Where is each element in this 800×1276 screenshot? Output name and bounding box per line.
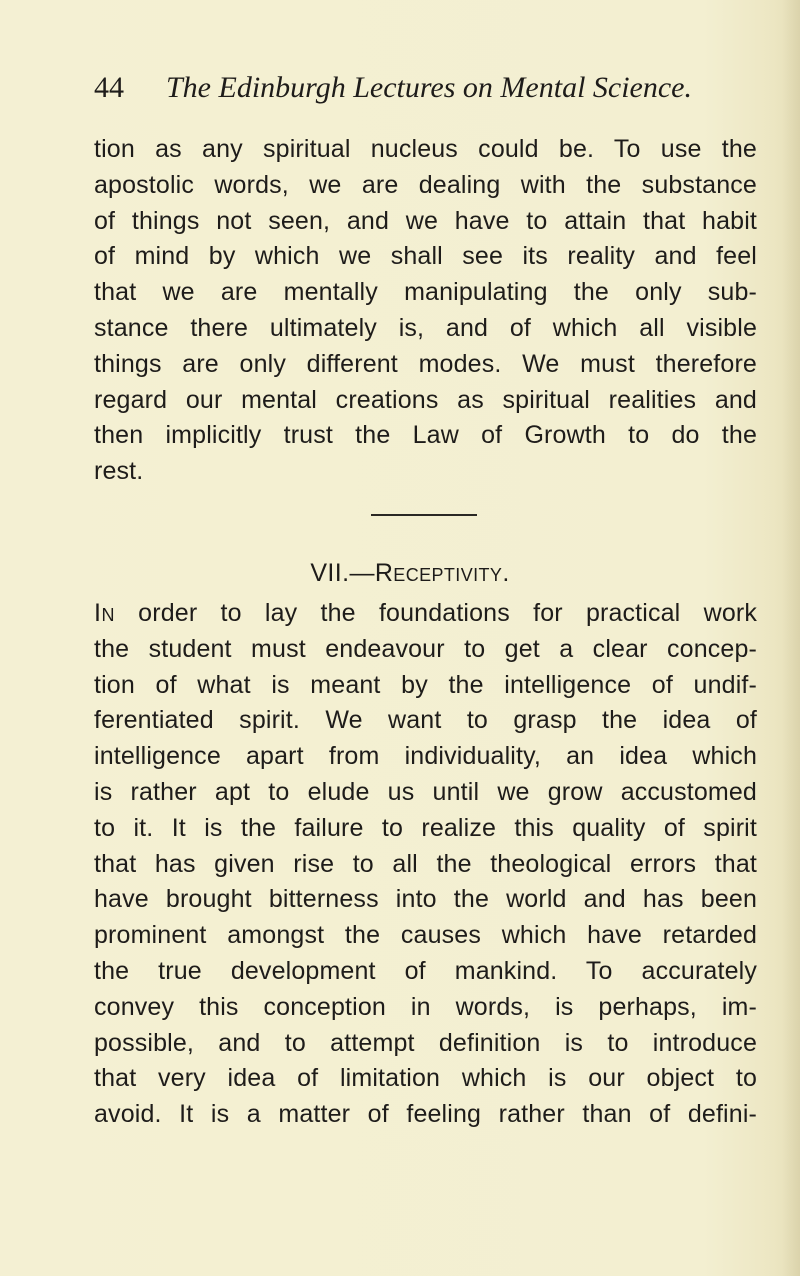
page-edge-shadow [782,0,800,1276]
text-line: stance there ultimately is, and of which all visible [94,313,757,342]
section-heading: VII.—Receptivity. [310,559,510,587]
text-line: apostolic words, we are dealing with the substance [94,170,757,199]
text-line-first [94,596,757,632]
text-line: that very idea of limitation which is our object to [94,1064,757,1093]
text-line: things are only different modes. We must therefore [94,349,757,378]
paragraph-continued [94,132,757,490]
text-line: then implicitly trust the Law of Growth to do the [94,421,757,450]
text-line: prominent amongst the causes which have retarded [94,921,757,950]
text-line: convey this conception in words, is perhaps, im- [94,992,757,1021]
text-line: possible, and to attempt definition is to introduce [94,1028,757,1057]
text-line-last: rest. [94,457,144,486]
running-head-title: The Edinburgh Lectures on Mental Science. [166,71,692,104]
running-head [94,68,754,112]
text-line: have brought bitterness into the world and has been [94,885,757,914]
text-line: of mind by which we shall see its reality and feel [94,242,757,271]
text-line: regard our mental creations as spiritual realities and [94,385,757,414]
text-line: the student must endeavour to get a clear concep- [94,634,757,663]
text-line: that we are mentally manipulating the only sub- [94,278,757,307]
text-line: is rather apt to elude us until we grow accustomed [94,777,757,806]
text-line: to it. It is the failure to realize this quality of spirit [94,813,757,842]
text-line: intelligence apart from individuality, an idea which [94,742,757,771]
text-line: tion as any spiritual nucleus could be. To use the [94,135,757,163]
text-line: tion of what is meant by the intelligence of undif- [94,670,757,699]
text-line: ferentiated spirit. We want to grasp the idea of [94,706,757,735]
text-line: avoid. It is a matter of feeling rather than of defini- [94,1100,757,1129]
text-line: of things not seen, and we have to attain that habit [94,206,757,235]
text-line: the true development of mankind. To accurately [94,956,757,985]
lead-word: In [94,599,115,627]
page-number: 44 [94,71,124,104]
section-divider-rule [371,514,477,516]
first-line-text: order to lay the foundations for practical work [114,599,757,627]
paragraph-receptivity [94,596,757,1133]
text-line: that has given rise to all the theological errors that [94,849,757,878]
